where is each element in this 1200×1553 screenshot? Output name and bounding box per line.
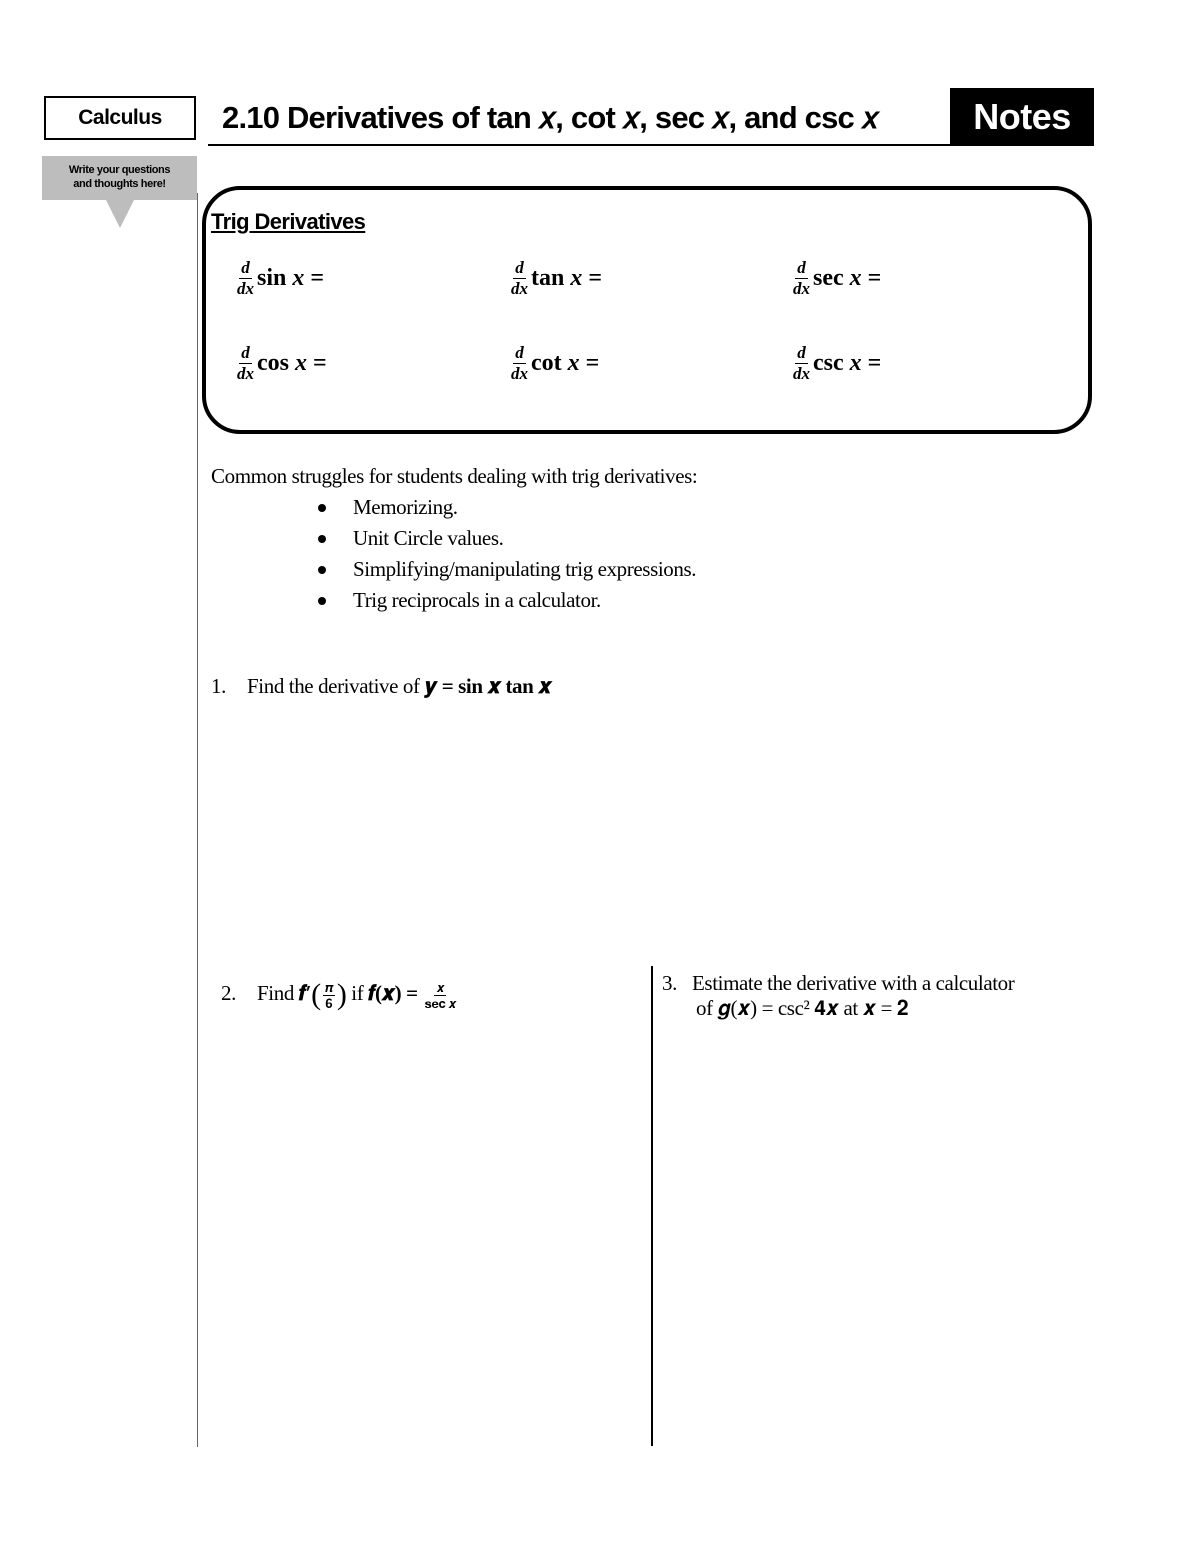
fn-var: x <box>849 350 862 376</box>
problem-math: 𝒚 = sin 𝒙 tan 𝒙 <box>424 674 552 698</box>
problem-2: 2. Find 𝒇′( $\frac{\text{𝝅}}{𝟔}$ ) if 𝒇(𝒙) = $\frac{\text{𝒙}}{\text{𝐬𝐞𝐜 𝒙}}$ <box>221 978 457 1011</box>
equals-sign: = <box>585 350 600 376</box>
fn-var: x <box>570 265 583 291</box>
derivative-sin <box>237 258 324 299</box>
fn-name: cos <box>257 350 289 376</box>
fn-name: sec <box>813 265 844 291</box>
margin-note-line2: and thoughts here! <box>73 178 166 190</box>
list-item: Unit Circle values. <box>310 523 696 554</box>
pi-over-6-fraction: $\frac{\text{𝝅}}{𝟔}$ <box>324 979 333 1011</box>
f-of-x: 𝒇(𝒙) = <box>368 980 423 1005</box>
fn-name: tan <box>531 265 565 291</box>
problem-text-line1: Estimate the derivative with a calculator <box>692 971 1015 995</box>
notes-badge: Notes <box>950 88 1094 146</box>
x-over-sec-fraction: $\frac{\text{𝒙}}{\text{𝐬𝐞𝐜 𝒙}}$ <box>424 979 457 1011</box>
margin-divider <box>197 193 198 1447</box>
bullet-icon <box>318 566 326 574</box>
trig-box-title: Trig Derivatives <box>211 209 366 234</box>
derivative-cot <box>511 343 599 384</box>
problem-number: 1. <box>211 674 226 698</box>
problem-text-line2: of 𝒈(𝒙) = csc² 𝟒𝒙 at 𝒙 = 𝟐 <box>696 996 909 1020</box>
derivative-tan <box>511 258 602 299</box>
struggles-heading: Common struggles for students dealing with trig derivatives: <box>211 464 698 488</box>
equals-sign: = <box>588 265 603 291</box>
fn-var: x <box>292 265 305 291</box>
d-dx-fraction: $\frac{d}{dx}$ <box>511 343 528 383</box>
bullet-icon <box>318 597 326 605</box>
f-prime: 𝒇′ <box>298 980 312 1005</box>
list-item: Trig reciprocals in a calculator. <box>310 585 696 616</box>
bullet-icon <box>318 535 326 543</box>
equals-sign: = <box>867 350 882 376</box>
fn-name: cot <box>531 350 562 376</box>
equals-sign: = <box>867 265 882 291</box>
equals-sign: = <box>313 350 327 376</box>
problem-number: 2. <box>221 980 236 1005</box>
down-arrow-icon <box>106 200 134 228</box>
list-item: Simplifying/manipulating trig expressions. <box>310 554 696 585</box>
d-dx-fraction: $\frac{d}{dx}$ <box>237 258 254 298</box>
fn-var: x <box>295 350 307 376</box>
problem-text: Find the derivative of <box>247 674 425 698</box>
bullet-icon <box>318 504 326 512</box>
d-dx-fraction: $\frac{d}{dx}$ <box>511 258 528 298</box>
d-dx-fraction: $\frac{d}{dx}$ <box>793 258 810 298</box>
list-item: Memorizing. <box>310 492 696 523</box>
d-dx-fraction: $\frac{d}{dx}$ <box>793 343 810 383</box>
page-title: 2.10 Derivatives of tan 𝑥, cot 𝑥, sec 𝑥, and csc 𝑥 <box>222 100 879 135</box>
fn-var: x <box>849 265 862 291</box>
equals-sign: = <box>310 265 325 291</box>
derivative-sec <box>793 258 881 299</box>
derivative-cos <box>237 343 327 384</box>
fn-name: sin <box>257 265 287 291</box>
struggles-list <box>310 492 696 616</box>
fn-name: csc <box>813 350 844 376</box>
problem-1 <box>211 674 551 699</box>
problem-number: 3. <box>662 971 677 995</box>
d-dx-fraction: $\frac{d}{dx}$ <box>237 343 254 383</box>
subject-label: Calculus <box>44 96 196 140</box>
derivative-csc <box>793 343 881 384</box>
fn-var: x <box>567 350 580 376</box>
problem-3 <box>662 971 1014 1021</box>
margin-note <box>42 156 197 200</box>
column-divider <box>651 966 653 1446</box>
margin-note-line1: Write your questions <box>68 164 171 176</box>
